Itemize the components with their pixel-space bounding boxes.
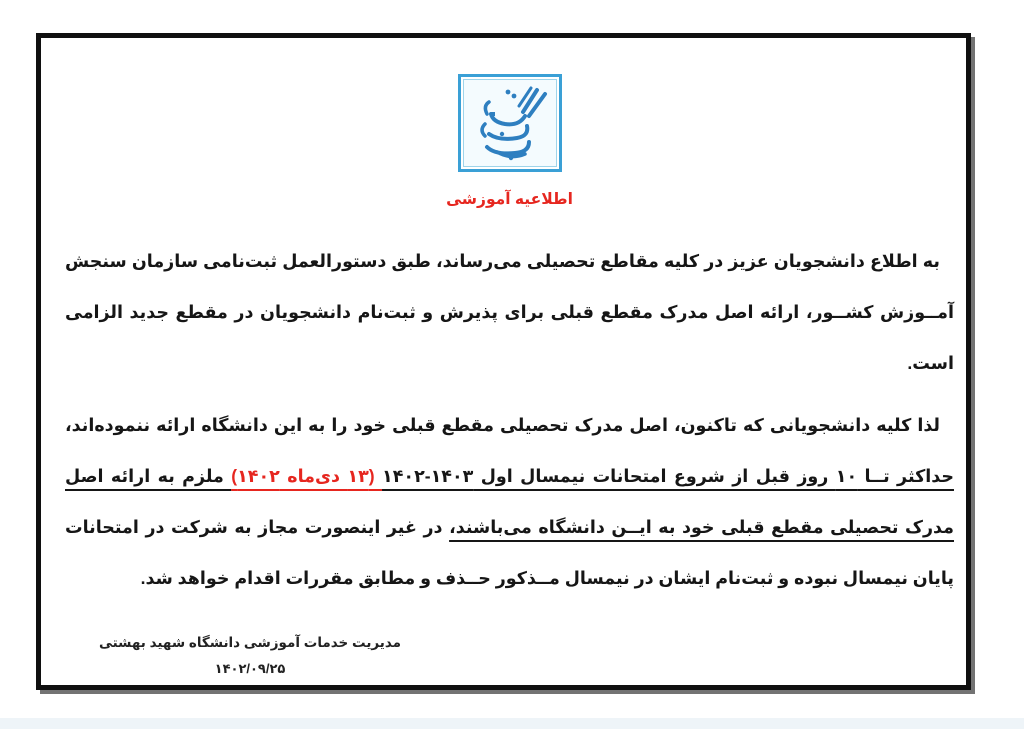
notice-body — [65, 236, 954, 604]
deadline-date-red: (۱۳ دی‌ماه ۱۴۰۲) — [231, 466, 383, 486]
notice-title: اطلاعیه آموزشی — [446, 191, 573, 208]
paragraph-2-lead: لذا کلیه دانشجویانی که تاکنون، اصل مدرک تحصیلی مقطع قبلی خود را به این دانشگاه ارائه ننموده‌اند، — [65, 415, 940, 435]
paragraph-1 — [65, 236, 954, 389]
paragraph-2 — [65, 400, 954, 604]
logo-alt-text — [509, 77, 510, 78]
paragraph-2-tail: در غیر اینصورت مجاز به شرکت در امتحانات پایان نیمسال نبوده و ثبت‌نام ایشان در نیمسال مــذکور حــذف و مطابق مقررات اقدام خواهد شد. — [65, 517, 954, 588]
paragraph-1-text: به اطلاع دانشجویان عزیز در کلیه مقاطع تحصیلی می‌رساند، طبق دستورالعمل ثبت‌نامی سازمان سنجش آمــوزش کشــور، ارائه اصل مدرک مقطع قبلی برای پذیرش و ثبت‌نام دانشجویان در مقطع جدید الزامی است. — [65, 251, 954, 373]
deadline-underlined-text: حداکثر تــا ۱۰ روز قبل از شروع امتحانات نیمسال اول — [473, 466, 954, 486]
logo-container — [65, 74, 954, 177]
obligation-underlined-text: ملزم به ارائه اصل مدرک تحصیلی مقطع قبلی خود به ایــن دانشگاه می‌باشند، — [65, 466, 954, 537]
document-border-frame — [36, 33, 971, 690]
shahid-beheshti-university-logo-icon — [458, 74, 562, 172]
document-content — [41, 38, 966, 685]
issuing-department: مدیریت خدمات آموزشی دانشگاه شهید بهشتی — [98, 635, 402, 650]
academic-year-range: ۱۴۰۲-۱۴۰۳ — [382, 466, 474, 486]
issue-date: ۱۴۰۲/۰۹/۲۵ — [214, 661, 286, 676]
signature-block — [95, 635, 405, 677]
logo-calligraphy-icon — [467, 82, 553, 164]
bottom-strip — [0, 718, 1024, 729]
